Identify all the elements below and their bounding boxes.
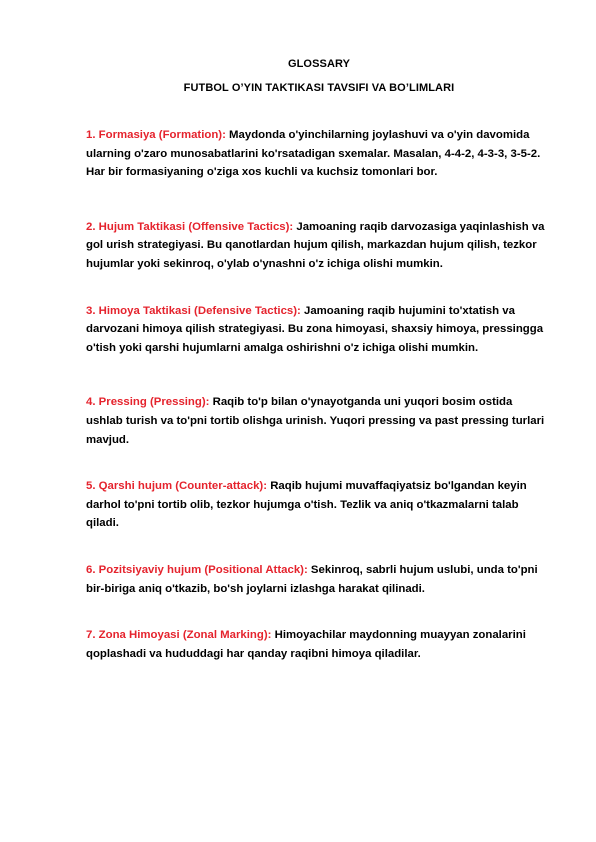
glossary-definition: Raqib to'p bilan o'ynayotganda uni yuqori bosim ostida ushlab turish va to'pni tortib olishga urinish. Yuqori pressing va past pressing turlari mavjud.	[86, 396, 545, 446]
glossary-term: 1. Formasiya (Formation):	[86, 129, 226, 141]
glossary-entry-positional-attack	[86, 561, 552, 598]
glossary-definition: Jamoaning raqib darvozasiga yaqinlashish va gol urish strategiyasi. Bu qanotlardan hujum qilish, markazdan hujum qilish, tezkor hujumlar yoki sekinroq, o'ylab o'ynashni o'z ichiga olishi mumkin.	[86, 220, 545, 270]
document-title: GLOSSARY	[287, 58, 351, 70]
glossary-definition: Sekinroq, sabrli hujum uslubi, unda to'pni bir-biriga aniq o'tkazib, bo'sh joylarni izlashga harakat qilinadi.	[86, 563, 538, 595]
glossary-entry-pressing	[86, 393, 552, 449]
glossary-term: 4. Pressing (Pressing):	[86, 396, 210, 409]
document-subtitle: FUTBOL O’YIN TAKTIKASI TAVSIFI VA BO’LIMLARI	[183, 82, 455, 94]
glossary-entry-zonal-marking	[86, 626, 552, 663]
glossary-definition: Raqib hujumi muvaffaqiyatsiz bo'lgandan keyin darhol to'pni tortib olib, tezkor hujumga o'tish. Tezlik va aniq o'tkazmalarni talab qiladi.	[86, 480, 527, 530]
glossary-term: 7. Zona Himoyasi (Zonal Marking):	[86, 629, 272, 642]
glossary-term: 6. Pozitsiyaviy hujum (Positional Attack):	[86, 563, 308, 576]
glossary-definition: Himoyachilar maydonning muayyan zonalarini qoplashadi va hududdagi har qanday raqibni himoya qiladilar.	[86, 629, 526, 660]
glossary-entry-offensive-tactics	[86, 218, 552, 274]
glossary-term: 3. Himoya Taktikasi (Defensive Tactics):	[86, 304, 301, 317]
glossary-definition: Maydonda o'yinchilarning joylashuvi va o'yin davomida ularning o'zaro munosabatlarini ko'rsatadigan sxemalar. Masalan, 4-4-2, 4-3-3, 3-5-2. Har bir formasiyaning o'ziga xos kuchli va kuchsiz tomonlari bor.	[86, 129, 541, 179]
glossary-term: 5. Qarshi hujum (Counter-attack):	[86, 480, 268, 493]
glossary-entry-counter-attack	[86, 477, 552, 533]
glossary-entry-defensive-tactics	[86, 302, 552, 358]
glossary-definition: Jamoaning raqib hujumini to'xtatish va darvozani himoya qilish strategiyasi. Bu zona himoyasi, shaxsiy himoya, pressingga o'tish yoki qarshi hujumlarni amalga oshirishni o'z ichiga olishi mumkin.	[86, 304, 544, 354]
glossary-term: 2. Hujum Taktikasi (Offensive Tactics):	[86, 220, 294, 233]
glossary-entry-formation	[86, 126, 552, 182]
